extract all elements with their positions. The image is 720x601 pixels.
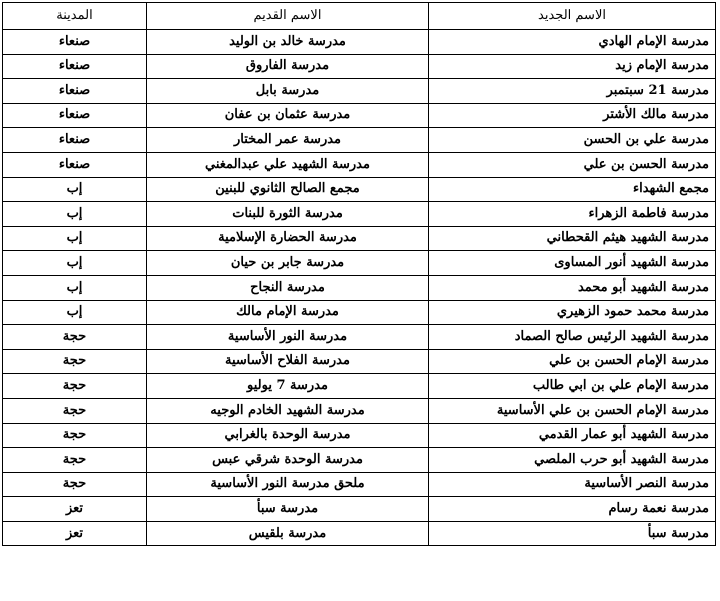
cell-city: إب — [3, 202, 147, 227]
cell-city: صنعاء — [3, 30, 147, 55]
cell-new-name: مدرسة الإمام زيد — [429, 54, 716, 79]
cell-city: تعز — [3, 497, 147, 522]
table-row — [3, 251, 716, 276]
table-row — [3, 300, 716, 325]
table-row — [3, 349, 716, 374]
cell-old-name: مجمع الصالح الثانوي للبنين — [147, 177, 429, 202]
table-row — [3, 374, 716, 399]
schools-rename-table — [2, 2, 716, 546]
header-new-name: الاسم الجديد — [429, 3, 716, 30]
table-row — [3, 497, 716, 522]
cell-new-name: مدرسة الشهيد أبو محمد — [429, 275, 716, 300]
table-row — [3, 152, 716, 177]
cell-new-name: مدرسة الشهيد أنور المساوى — [429, 251, 716, 276]
cell-new-name: مدرسة الإمام علي بن ابي طالب — [429, 374, 716, 399]
table-row — [3, 325, 716, 350]
table-row — [3, 30, 716, 55]
cell-old-name: مدرسة الفلاح الأساسية — [147, 349, 429, 374]
table-row — [3, 472, 716, 497]
cell-old-name: مدرسة الوحدة بالغرابي — [147, 423, 429, 448]
cell-city: تعز — [3, 521, 147, 546]
cell-city: صنعاء — [3, 152, 147, 177]
cell-old-name: مدرسة عثمان بن عفان — [147, 103, 429, 128]
cell-old-name: مدرسة بلقيس — [147, 521, 429, 546]
cell-old-name: ملحق مدرسة النور الأساسية — [147, 472, 429, 497]
cell-city: إب — [3, 177, 147, 202]
cell-city: حجة — [3, 325, 147, 350]
cell-city: صنعاء — [3, 54, 147, 79]
cell-new-name: مدرسة سبأ — [429, 521, 716, 546]
cell-old-name: مدرسة سبأ — [147, 497, 429, 522]
cell-city: صنعاء — [3, 103, 147, 128]
cell-city: حجة — [3, 423, 147, 448]
table-row — [3, 177, 716, 202]
cell-new-name: مدرسة محمد حمود الزهيري — [429, 300, 716, 325]
table-row — [3, 423, 716, 448]
cell-new-name: مدرسة الإمام الهادي — [429, 30, 716, 55]
cell-old-name: مدرسة بابل — [147, 79, 429, 104]
header-old-name: الاسم القديم — [147, 3, 429, 30]
table-body — [3, 30, 716, 546]
cell-new-name: مدرسة فاطمة الزهراء — [429, 202, 716, 227]
cell-new-name: مدرسة 21 سبتمبر — [429, 79, 716, 104]
table-row — [3, 275, 716, 300]
table-row — [3, 202, 716, 227]
cell-new-name: مدرسة الشهيد أبو عمار القدمي — [429, 423, 716, 448]
cell-new-name: مجمع الشهداء — [429, 177, 716, 202]
cell-city: حجة — [3, 398, 147, 423]
cell-old-name: مدرسة 7 يوليو — [147, 374, 429, 399]
table-row — [3, 226, 716, 251]
table-row — [3, 398, 716, 423]
cell-old-name: مدرسة الثورة للبنات — [147, 202, 429, 227]
cell-city: صنعاء — [3, 79, 147, 104]
cell-new-name: مدرسة الإمام الحسن بن علي الأساسية — [429, 398, 716, 423]
cell-city: إب — [3, 251, 147, 276]
cell-city: حجة — [3, 349, 147, 374]
table-row — [3, 128, 716, 153]
cell-new-name: مدرسة الشهيد الرئيس صالح الصماد — [429, 325, 716, 350]
cell-old-name: مدرسة الإمام مالك — [147, 300, 429, 325]
cell-new-name: مدرسة الشهيد هيثم القحطاني — [429, 226, 716, 251]
cell-city: إب — [3, 300, 147, 325]
cell-old-name: مدرسة عمر المختار — [147, 128, 429, 153]
table-row — [3, 103, 716, 128]
cell-city: إب — [3, 275, 147, 300]
cell-old-name: مدرسة الفاروق — [147, 54, 429, 79]
table-row — [3, 448, 716, 473]
cell-city: حجة — [3, 472, 147, 497]
cell-new-name: مدرسة الشهيد أبو حرب الملصي — [429, 448, 716, 473]
cell-old-name: مدرسة الحضارة الإسلامية — [147, 226, 429, 251]
cell-new-name: مدرسة علي بن الحسن — [429, 128, 716, 153]
cell-old-name: مدرسة الشهيد علي عبدالمغني — [147, 152, 429, 177]
cell-city: حجة — [3, 448, 147, 473]
table-row — [3, 521, 716, 546]
cell-new-name: مدرسة الإمام الحسن بن علي — [429, 349, 716, 374]
table-row — [3, 54, 716, 79]
cell-new-name: مدرسة مالك الأشتر — [429, 103, 716, 128]
header-city: المدينة — [3, 3, 147, 30]
cell-old-name: مدرسة النجاح — [147, 275, 429, 300]
cell-new-name: مدرسة النصر الأساسية — [429, 472, 716, 497]
cell-city: صنعاء — [3, 128, 147, 153]
cell-city: إب — [3, 226, 147, 251]
table-row — [3, 79, 716, 104]
cell-new-name: مدرسة نعمة رسام — [429, 497, 716, 522]
cell-old-name: مدرسة الشهيد الخادم الوجيه — [147, 398, 429, 423]
cell-new-name: مدرسة الحسن بن علي — [429, 152, 716, 177]
cell-old-name: مدرسة النور الأساسية — [147, 325, 429, 350]
cell-old-name: مدرسة الوحدة شرقي عبس — [147, 448, 429, 473]
header-row — [3, 3, 716, 30]
cell-old-name: مدرسة جابر بن حيان — [147, 251, 429, 276]
cell-old-name: مدرسة خالد بن الوليد — [147, 30, 429, 55]
cell-city: حجة — [3, 374, 147, 399]
